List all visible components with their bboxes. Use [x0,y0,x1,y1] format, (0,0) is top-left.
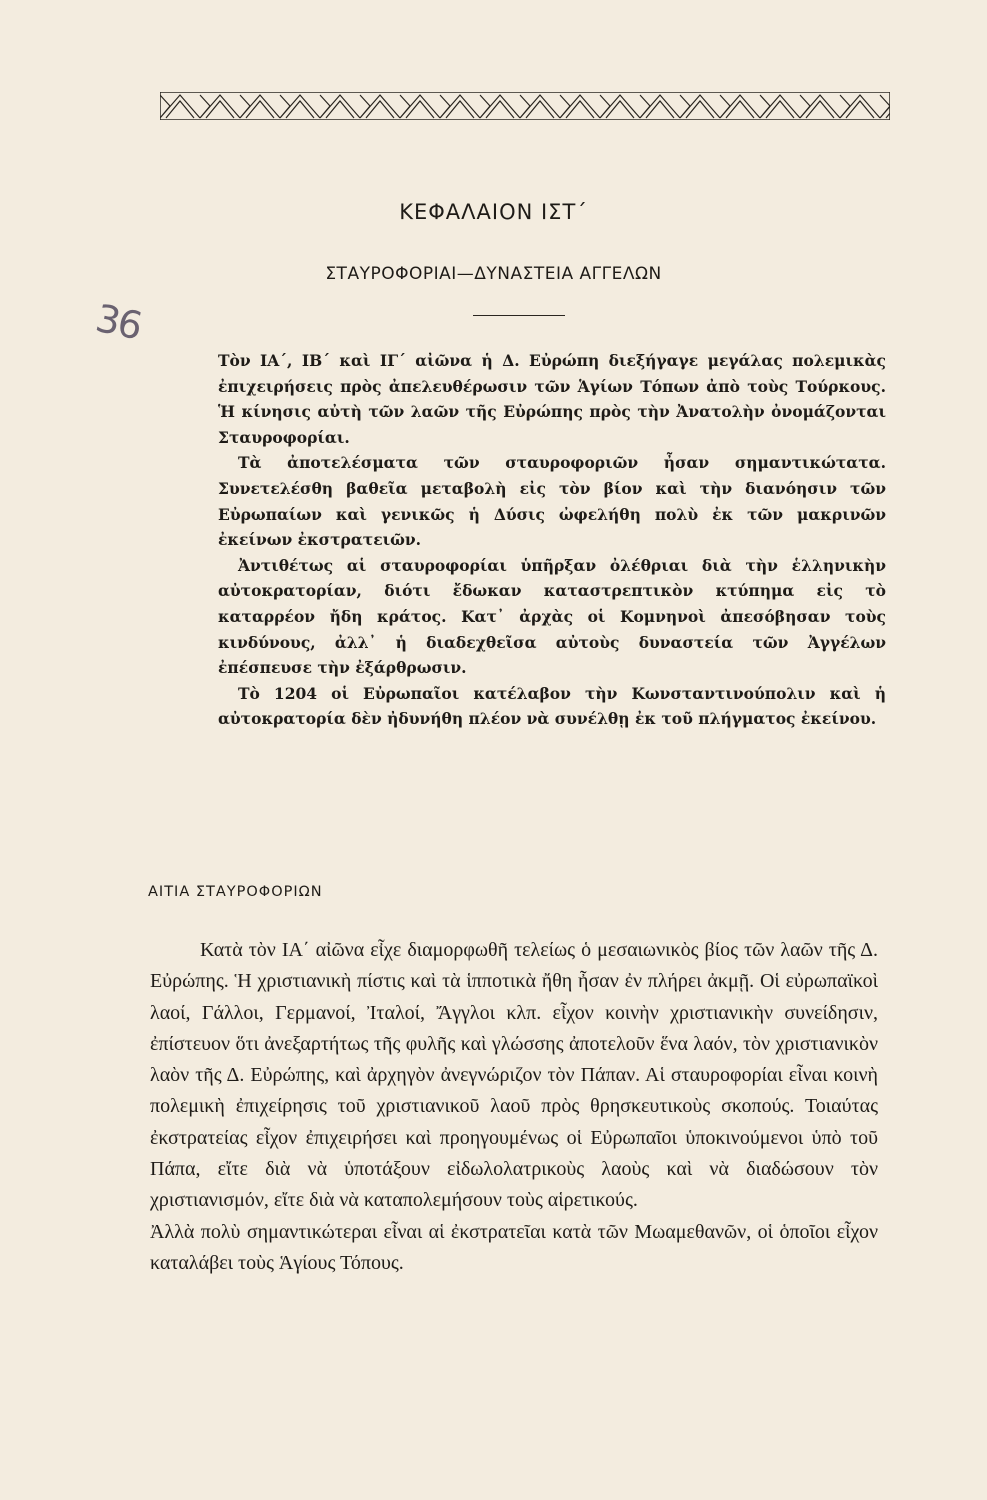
summary-paragraph: Ἀντιθέτως αἱ σταυροφορίαι ὑπῆρξαν ὀλέθριαι διὰ τὴν ἑλληνικὴν αὐτοκρατορίαν, διότι ἔδωκαν καταστρεπτικὸν κτύπημα εἰς τὸ καταρρέον ἤδη κράτος. Κατ᾽ ἀρχὰς οἱ Κομνηνοὶ ἀπεσόβησαν τοὺς κινδύνους, ἀλλ᾽ ἡ διαδεχθεῖσα αὐτοὺς δυναστεία τῶν Ἀγγέλων ἐπέσπευσε τὴν ἐξάρθρωσιν. [218,555,886,678]
border-motif [200,95,240,118]
section-heading: ΑΙΤΙΑ ΣΤΑΥΡΟΦΟΡΙΩΝ [148,884,323,900]
body-paragraph: Ἀλλὰ πολὺ σημαντικώτεραι εἶναι αἱ ἐκστρατεῖαι κατὰ τῶν Μωαμεθανῶν, οἱ ὁποῖοι εἶχον καταλάβει τοὺς Ἁγίους Τόπους. [150,1220,878,1274]
summary-paragraph: Τὸν ΙΑ΄, ΙΒ΄ καὶ ΙΓ΄ αἰῶνα ἡ Δ. Εὐρώπη διεξήγαγε μεγάλας πολεμικὰς ἐπιχειρήσεις πρὸς ἀπελευθέρωσιν τῶν Ἁγίων Τόπων ἀπὸ τοὺς Τούρκους. Ἡ κίνησις αὐτὴ τῶν λαῶν τῆς Εὐρώπης πρὸς τὴν Ἀνατολὴν ὀνομάζονται Σταυροφορίαι. [218,351,886,447]
border-motif [280,95,320,118]
summary-paragraph: Τὸ 1204 οἱ Εὐρωπαῖοι κατέλαβον τὴν Κωνσταντινούπολιν καὶ ἡ αὐτοκρατορία δὲν ἠδυνήθη πλέον νὰ συνέλθῃ ἐκ τοῦ πλήγματος ἐκείνου. [218,683,886,729]
border-motif [520,95,560,118]
body-text [150,935,878,1279]
chapter-summary [218,348,886,732]
border-motif [480,95,520,118]
decorative-border [160,92,890,120]
border-motif [600,95,640,118]
border-motif [160,95,200,118]
border-motif [360,95,400,118]
border-motif [400,95,440,118]
title-divider [473,315,565,316]
border-motif [680,95,720,118]
border-motif [560,95,600,118]
border-motif [880,95,890,118]
chapter-subtitle: ΣΤΑΥΡΟΦΟΡΙΑΙ—ΔΥΝΑΣΤΕΙΑ ΑΓΓΕΛΩΝ [325,264,662,284]
chapter-title: ΚΕΦΑΛΑΙΟΝ ΙΣΤ΄ [399,200,588,224]
border-motif [840,95,880,118]
body-paragraph: Κατὰ τὸν ΙΑ΄ αἰῶνα εἶχε διαμορφωθῆ τελείως ὁ μεσαιωνικὸς βίος τῶν λαῶν τῆς Δ. Εὐρώπης. Ἡ χριστιανικὴ πίστις καὶ τὰ ἱπποτικὰ ἤθη ἦσαν ἐν πλήρει ἀκμῇ. Οἱ εὐρωπαϊκοὶ λαοί, Γάλλοι, Γερμανοί, Ἰταλοί, Ἄγγλοι κλπ. εἶχον κοινὴν χριστιανικὴν συνείδησιν, ἐπίστευον ὅτι ἀνεξαρτήτως τῆς φυλῆς καὶ γλώσσης ἀποτελοῦν ἕνα λαόν, τὸν χριστιανικὸν λαὸν τῆς Δ. Εὐρώπης, καὶ ἀρχηγὸν ἀνεγνώριζον τὸν Πάπαν. Αἱ σταυροφορίαι εἶναι κοινὴ πολεμικὴ ἐπιχείρησις τοῦ χριστιανικοῦ λαοῦ πρὸς θρησκευτικοὺς σκοπούς. Τοιαύτας ἐκστρατείας εἶχον ἐπιχειρήσει καὶ προηγουμένως οἱ Εὐρωπαῖοι ὑποκινούμενοι ὑπὸ τοῦ Πάπα, εἴτε διὰ νὰ ὑποτάξουν εἰδωλολατρικοὺς λαοὺς καὶ νὰ διαδώσουν τὸν χριστιανισμόν, εἴτε διὰ νὰ καταπολεμήσουν τοὺς αἱρετικούς. [150,939,878,1212]
border-motif [640,95,680,118]
summary-paragraph: Τὰ ἀποτελέσματα τῶν σταυροφοριῶν ἦσαν σημαντικώτατα. Συνετελέσθη βαθεῖα μεταβολὴ εἰς τὸν βίον καὶ τὴν διανόησιν τῶν Εὐρωπαίων καὶ γενικῶς ἡ Δύσις ὠφελήθη πολὺ ἐκ τῶν μακρινῶν ἐκείνων ἐκστρατειῶν. [218,453,886,550]
border-motif [760,95,800,118]
border-motif [440,95,480,118]
border-motif [320,95,360,118]
handwritten-margin-note: 36 [91,295,145,349]
border-motif [720,95,760,118]
border-motif [800,95,840,118]
border-motif [240,95,280,118]
